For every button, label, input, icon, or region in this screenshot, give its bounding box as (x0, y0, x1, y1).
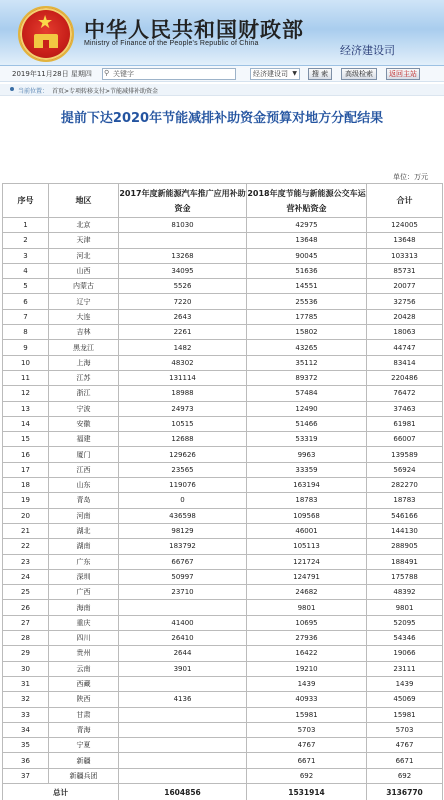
row-nev-subsidy (119, 738, 247, 753)
row-total: 37463 (367, 401, 443, 416)
row-index: 22 (3, 539, 49, 554)
row-total: 546166 (367, 508, 443, 523)
row-total: 144130 (367, 523, 443, 538)
row-region: 甘肃 (49, 707, 119, 722)
row-total: 23111 (367, 661, 443, 676)
row-nev-subsidy (119, 768, 247, 783)
row-total: 282270 (367, 478, 443, 493)
table-row (3, 661, 443, 676)
row-index: 14 (3, 416, 49, 431)
row-bus-subsidy: 5703 (247, 722, 367, 737)
header-bus-subsidy: 2018年度节能与新能源公交车运营补贴资金 (247, 184, 367, 218)
row-region: 安徽 (49, 416, 119, 431)
row-nev-subsidy: 13268 (119, 248, 247, 263)
row-total: 4767 (367, 738, 443, 753)
row-region: 宁波 (49, 401, 119, 416)
row-index: 10 (3, 355, 49, 370)
department-select-value: 经济建设司 (253, 70, 288, 78)
row-region: 河北 (49, 248, 119, 263)
row-index: 18 (3, 478, 49, 493)
row-region: 福建 (49, 432, 119, 447)
table-row (3, 722, 443, 737)
row-index: 5 (3, 279, 49, 294)
row-nev-subsidy: 131114 (119, 370, 247, 385)
row-index: 2 (3, 233, 49, 248)
row-nev-subsidy: 2643 (119, 309, 247, 324)
row-bus-subsidy: 27936 (247, 631, 367, 646)
table-row (3, 218, 443, 233)
row-bus-subsidy: 43265 (247, 340, 367, 355)
header-index: 序号 (3, 184, 49, 218)
row-nev-subsidy: 12688 (119, 432, 247, 447)
table-row (3, 325, 443, 340)
row-index: 13 (3, 401, 49, 416)
table-row (3, 768, 443, 783)
row-region: 黑龙江 (49, 340, 119, 355)
row-index: 25 (3, 585, 49, 600)
row-bus-subsidy: 163194 (247, 478, 367, 493)
row-region: 深圳 (49, 569, 119, 584)
row-index: 12 (3, 386, 49, 401)
table-row (3, 631, 443, 646)
row-region: 江西 (49, 462, 119, 477)
table-row (3, 569, 443, 584)
header-total: 合计 (367, 184, 443, 218)
row-bus-subsidy: 53319 (247, 432, 367, 447)
row-total: 103313 (367, 248, 443, 263)
row-region: 新疆 (49, 753, 119, 768)
row-total: 85731 (367, 263, 443, 278)
row-bus-subsidy: 14551 (247, 279, 367, 294)
table-row (3, 707, 443, 722)
row-total: 5703 (367, 722, 443, 737)
row-bus-subsidy: 16422 (247, 646, 367, 661)
row-bus-subsidy: 90045 (247, 248, 367, 263)
row-total: 48392 (367, 585, 443, 600)
row-region: 厦门 (49, 447, 119, 462)
row-index: 28 (3, 631, 49, 646)
row-total: 76472 (367, 386, 443, 401)
row-nev-subsidy: 81030 (119, 218, 247, 233)
table-row (3, 233, 443, 248)
row-index: 1 (3, 218, 49, 233)
row-bus-subsidy: 105113 (247, 539, 367, 554)
row-index: 6 (3, 294, 49, 309)
row-region: 浙江 (49, 386, 119, 401)
table-row (3, 692, 443, 707)
site-title: 中华人民共和国财政部 (84, 17, 304, 42)
row-total: 692 (367, 768, 443, 783)
row-bus-subsidy: 18783 (247, 493, 367, 508)
search-input[interactable] (102, 68, 236, 80)
table-row (3, 554, 443, 569)
row-nev-subsidy: 18988 (119, 386, 247, 401)
toolbar (0, 66, 444, 82)
table-row (3, 493, 443, 508)
row-bus-subsidy: 1439 (247, 676, 367, 691)
table-row (3, 539, 443, 554)
row-nev-subsidy: 34095 (119, 263, 247, 278)
table-row (3, 248, 443, 263)
row-index: 34 (3, 722, 49, 737)
row-index: 30 (3, 661, 49, 676)
row-bus-subsidy: 40933 (247, 692, 367, 707)
row-region: 大连 (49, 309, 119, 324)
row-bus-subsidy: 13648 (247, 233, 367, 248)
total-nev-subsidy: 1604856 (119, 783, 247, 800)
row-total: 56924 (367, 462, 443, 477)
row-nev-subsidy: 50997 (119, 569, 247, 584)
row-nev-subsidy: 23710 (119, 585, 247, 600)
table-row (3, 508, 443, 523)
row-region: 四川 (49, 631, 119, 646)
row-region: 宁夏 (49, 738, 119, 753)
row-nev-subsidy: 23565 (119, 462, 247, 477)
total-bus-subsidy: 1531914 (247, 783, 367, 800)
allocation-table (2, 183, 443, 800)
row-bus-subsidy: 4767 (247, 738, 367, 753)
row-nev-subsidy: 183792 (119, 539, 247, 554)
row-total: 175788 (367, 569, 443, 584)
row-total: 52095 (367, 615, 443, 630)
table-row (3, 615, 443, 630)
row-nev-subsidy: 10515 (119, 416, 247, 431)
row-nev-subsidy: 119076 (119, 478, 247, 493)
row-total: 61981 (367, 416, 443, 431)
row-index: 37 (3, 768, 49, 783)
row-index: 27 (3, 615, 49, 630)
row-bus-subsidy: 46001 (247, 523, 367, 538)
header-region: 地区 (49, 184, 119, 218)
table-row (3, 340, 443, 355)
row-index: 19 (3, 493, 49, 508)
unit-label: 单位：万元 (393, 173, 428, 181)
row-total: 220486 (367, 370, 443, 385)
row-region: 陕西 (49, 692, 119, 707)
section-name[interactable]: 经济建设司 (340, 44, 395, 57)
table-row (3, 355, 443, 370)
table-row (3, 386, 443, 401)
row-region: 山东 (49, 478, 119, 493)
table-row (3, 646, 443, 661)
row-index: 32 (3, 692, 49, 707)
search-button[interactable]: 搜 索 (308, 68, 332, 80)
row-total: 54346 (367, 631, 443, 646)
row-index: 3 (3, 248, 49, 263)
row-nev-subsidy: 2261 (119, 325, 247, 340)
total-row (3, 783, 443, 800)
row-region: 海南 (49, 600, 119, 615)
row-bus-subsidy: 51466 (247, 416, 367, 431)
search-icon: ⚲ (104, 69, 110, 77)
row-bus-subsidy: 42975 (247, 218, 367, 233)
table-row (3, 294, 443, 309)
row-total: 66007 (367, 432, 443, 447)
row-nev-subsidy (119, 707, 247, 722)
row-nev-subsidy (119, 233, 247, 248)
row-nev-subsidy: 436598 (119, 508, 247, 523)
header-nev-subsidy: 2017年度新能源汽车推广应用补助资金 (119, 184, 247, 218)
row-total: 124005 (367, 218, 443, 233)
row-total: 45069 (367, 692, 443, 707)
table-row (3, 263, 443, 278)
row-bus-subsidy: 121724 (247, 554, 367, 569)
row-total: 32756 (367, 294, 443, 309)
row-bus-subsidy: 692 (247, 768, 367, 783)
national-emblem-icon: ★ (18, 6, 74, 62)
row-region: 贵州 (49, 646, 119, 661)
row-index: 23 (3, 554, 49, 569)
search-input-value: 关键字 (113, 70, 134, 78)
breadcrumb-label: 当前位置： (18, 88, 49, 95)
row-bus-subsidy: 109568 (247, 508, 367, 523)
row-bus-subsidy: 51636 (247, 263, 367, 278)
row-region: 上海 (49, 355, 119, 370)
row-bus-subsidy: 89372 (247, 370, 367, 385)
row-total: 20077 (367, 279, 443, 294)
row-nev-subsidy: 66767 (119, 554, 247, 569)
table-header-row (3, 184, 443, 218)
row-index: 33 (3, 707, 49, 722)
row-region: 北京 (49, 218, 119, 233)
table-row (3, 478, 443, 493)
row-bus-subsidy: 124791 (247, 569, 367, 584)
row-total: 19066 (367, 646, 443, 661)
row-total: 139589 (367, 447, 443, 462)
row-total: 20428 (367, 309, 443, 324)
row-region: 湖南 (49, 539, 119, 554)
row-bus-subsidy: 9801 (247, 600, 367, 615)
row-bus-subsidy: 17785 (247, 309, 367, 324)
row-nev-subsidy: 2644 (119, 646, 247, 661)
row-nev-subsidy: 98129 (119, 523, 247, 538)
table-row (3, 462, 443, 477)
row-bus-subsidy: 35112 (247, 355, 367, 370)
row-index: 4 (3, 263, 49, 278)
row-total: 9801 (367, 600, 443, 615)
row-region: 西藏 (49, 676, 119, 691)
table-row (3, 585, 443, 600)
table-row (3, 523, 443, 538)
row-nev-subsidy: 1482 (119, 340, 247, 355)
row-nev-subsidy: 7220 (119, 294, 247, 309)
table-row (3, 309, 443, 324)
row-bus-subsidy: 19210 (247, 661, 367, 676)
table-row (3, 401, 443, 416)
total-label: 总计 (3, 783, 119, 800)
row-total: 83414 (367, 355, 443, 370)
row-nev-subsidy: 3901 (119, 661, 247, 676)
table-row (3, 279, 443, 294)
table-row (3, 370, 443, 385)
table-row (3, 676, 443, 691)
row-nev-subsidy: 0 (119, 493, 247, 508)
row-nev-subsidy (119, 753, 247, 768)
row-total: 44747 (367, 340, 443, 355)
row-bus-subsidy: 15802 (247, 325, 367, 340)
row-region: 新疆兵团 (49, 768, 119, 783)
row-index: 24 (3, 569, 49, 584)
row-nev-subsidy (119, 676, 247, 691)
row-region: 内蒙古 (49, 279, 119, 294)
row-bus-subsidy: 9963 (247, 447, 367, 462)
row-total: 18783 (367, 493, 443, 508)
page-title: 提前下达2020年节能减排补助资金预算对地方分配结果 (60, 111, 384, 126)
row-nev-subsidy: 129626 (119, 447, 247, 462)
table-row (3, 416, 443, 431)
chevron-down-icon: ▼ (292, 70, 297, 77)
row-index: 29 (3, 646, 49, 661)
row-bus-subsidy: 15981 (247, 707, 367, 722)
row-bus-subsidy: 10695 (247, 615, 367, 630)
department-select[interactable] (250, 68, 300, 80)
table-row (3, 432, 443, 447)
row-region: 青岛 (49, 493, 119, 508)
row-region: 河南 (49, 508, 119, 523)
row-index: 17 (3, 462, 49, 477)
row-nev-subsidy: 4136 (119, 692, 247, 707)
row-index: 31 (3, 676, 49, 691)
row-bus-subsidy: 57484 (247, 386, 367, 401)
row-bus-subsidy: 12490 (247, 401, 367, 416)
row-index: 8 (3, 325, 49, 340)
row-index: 21 (3, 523, 49, 538)
breadcrumb-path[interactable]: 首页>专项转移支付>节能减排补助资金 (52, 88, 159, 95)
row-total: 1439 (367, 676, 443, 691)
bullet-icon (10, 87, 14, 91)
current-date: 2019年11月28日 星期四 (12, 70, 92, 78)
row-region: 重庆 (49, 615, 119, 630)
table-row (3, 753, 443, 768)
site-subtitle: Ministry of Finance of the People's Republic of China (84, 40, 259, 47)
table-row (3, 600, 443, 615)
row-index: 9 (3, 340, 49, 355)
row-total: 6671 (367, 753, 443, 768)
row-nev-subsidy: 26410 (119, 631, 247, 646)
row-bus-subsidy: 24682 (247, 585, 367, 600)
total-sum: 3136770 (367, 783, 443, 800)
table-row (3, 738, 443, 753)
row-bus-subsidy: 25536 (247, 294, 367, 309)
row-nev-subsidy: 48302 (119, 355, 247, 370)
row-region: 天津 (49, 233, 119, 248)
row-total: 15981 (367, 707, 443, 722)
row-index: 7 (3, 309, 49, 324)
row-index: 16 (3, 447, 49, 462)
row-nev-subsidy: 41400 (119, 615, 247, 630)
row-nev-subsidy (119, 722, 247, 737)
table-row (3, 447, 443, 462)
row-nev-subsidy: 24973 (119, 401, 247, 416)
row-nev-subsidy: 5526 (119, 279, 247, 294)
row-region: 广东 (49, 554, 119, 569)
row-index: 35 (3, 738, 49, 753)
row-nev-subsidy (119, 600, 247, 615)
row-region: 湖北 (49, 523, 119, 538)
row-bus-subsidy: 33359 (247, 462, 367, 477)
row-index: 36 (3, 753, 49, 768)
back-to-main-button[interactable]: 返回主站 (386, 68, 420, 80)
row-index: 20 (3, 508, 49, 523)
row-total: 288905 (367, 539, 443, 554)
breadcrumb (0, 84, 444, 96)
row-index: 26 (3, 600, 49, 615)
row-index: 15 (3, 432, 49, 447)
advanced-search-button[interactable]: 高级检索 (341, 68, 377, 80)
row-total: 13648 (367, 233, 443, 248)
row-region: 青海 (49, 722, 119, 737)
row-bus-subsidy: 6671 (247, 753, 367, 768)
row-total: 18063 (367, 325, 443, 340)
row-region: 吉林 (49, 325, 119, 340)
row-region: 江苏 (49, 370, 119, 385)
row-total: 188491 (367, 554, 443, 569)
row-region: 云南 (49, 661, 119, 676)
row-region: 广西 (49, 585, 119, 600)
row-index: 11 (3, 370, 49, 385)
row-region: 山西 (49, 263, 119, 278)
site-banner (0, 0, 444, 66)
row-region: 辽宁 (49, 294, 119, 309)
